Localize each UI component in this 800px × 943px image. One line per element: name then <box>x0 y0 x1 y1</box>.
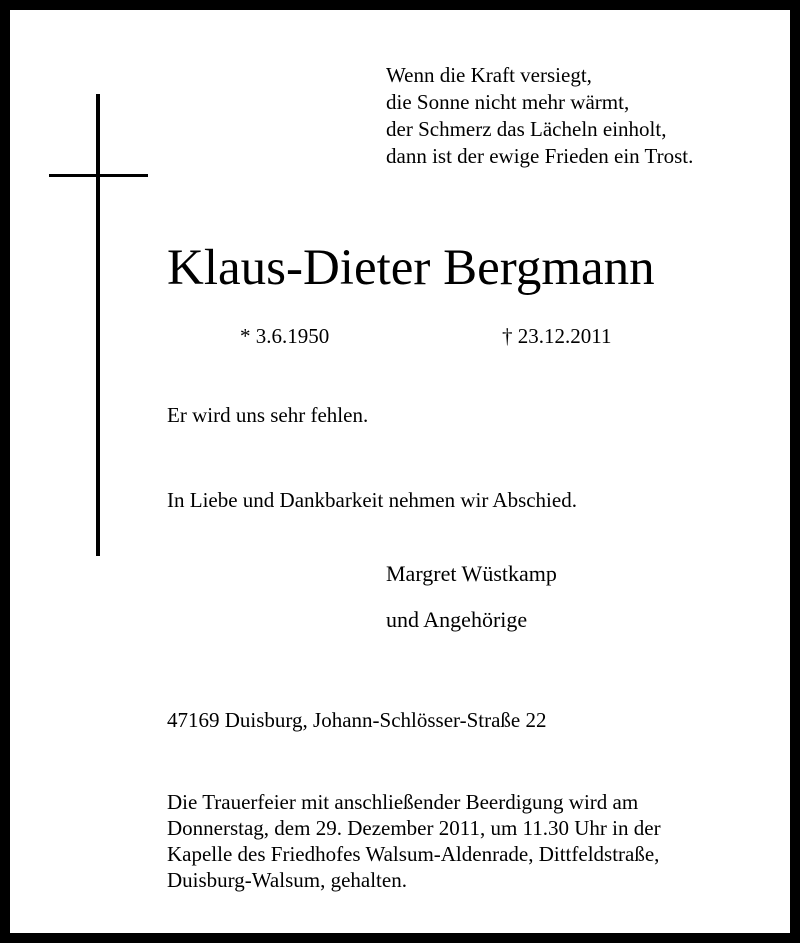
cross-vertical-bar <box>96 94 100 556</box>
cross-horizontal-bar <box>49 174 148 177</box>
service-line: Kapelle des Friedhofes Walsum-Aldenrade, Dittfeldstraße, <box>167 842 660 866</box>
poem-line: Wenn die Kraft versiegt, <box>386 63 592 87</box>
service-line: Donnerstag, dem 29. Dezember 2011, um 11.30 Uhr in der <box>167 816 661 840</box>
poem-line: dann ist der ewige Frieden ein Trost. <box>386 144 694 168</box>
poem <box>386 62 693 170</box>
death-date: † 23.12.2011 <box>502 324 612 348</box>
service-line: Duisburg-Walsum, gehalten. <box>167 868 407 892</box>
farewell-text: Er wird uns sehr fehlen. <box>167 403 369 427</box>
service-info <box>167 789 661 893</box>
poem-line: der Schmerz das Lächeln einholt, <box>386 117 667 141</box>
mourner-name: Margret Wüstkamp <box>386 561 557 586</box>
mourner-relatives: und Angehörige <box>386 607 528 632</box>
birth-date: * 3.6.1950 <box>240 324 330 348</box>
poem-line: die Sonne nicht mehr wärmt, <box>386 90 630 114</box>
service-line: Die Trauerfeier mit anschließender Beerdigung wird am <box>167 790 639 814</box>
farewell-text: In Liebe und Dankbarkeit nehmen wir Abschied. <box>167 488 577 512</box>
address: 47169 Duisburg, Johann-Schlösser-Straße 22 <box>167 708 547 732</box>
deceased-name: Klaus-Dieter Bergmann <box>167 240 655 296</box>
